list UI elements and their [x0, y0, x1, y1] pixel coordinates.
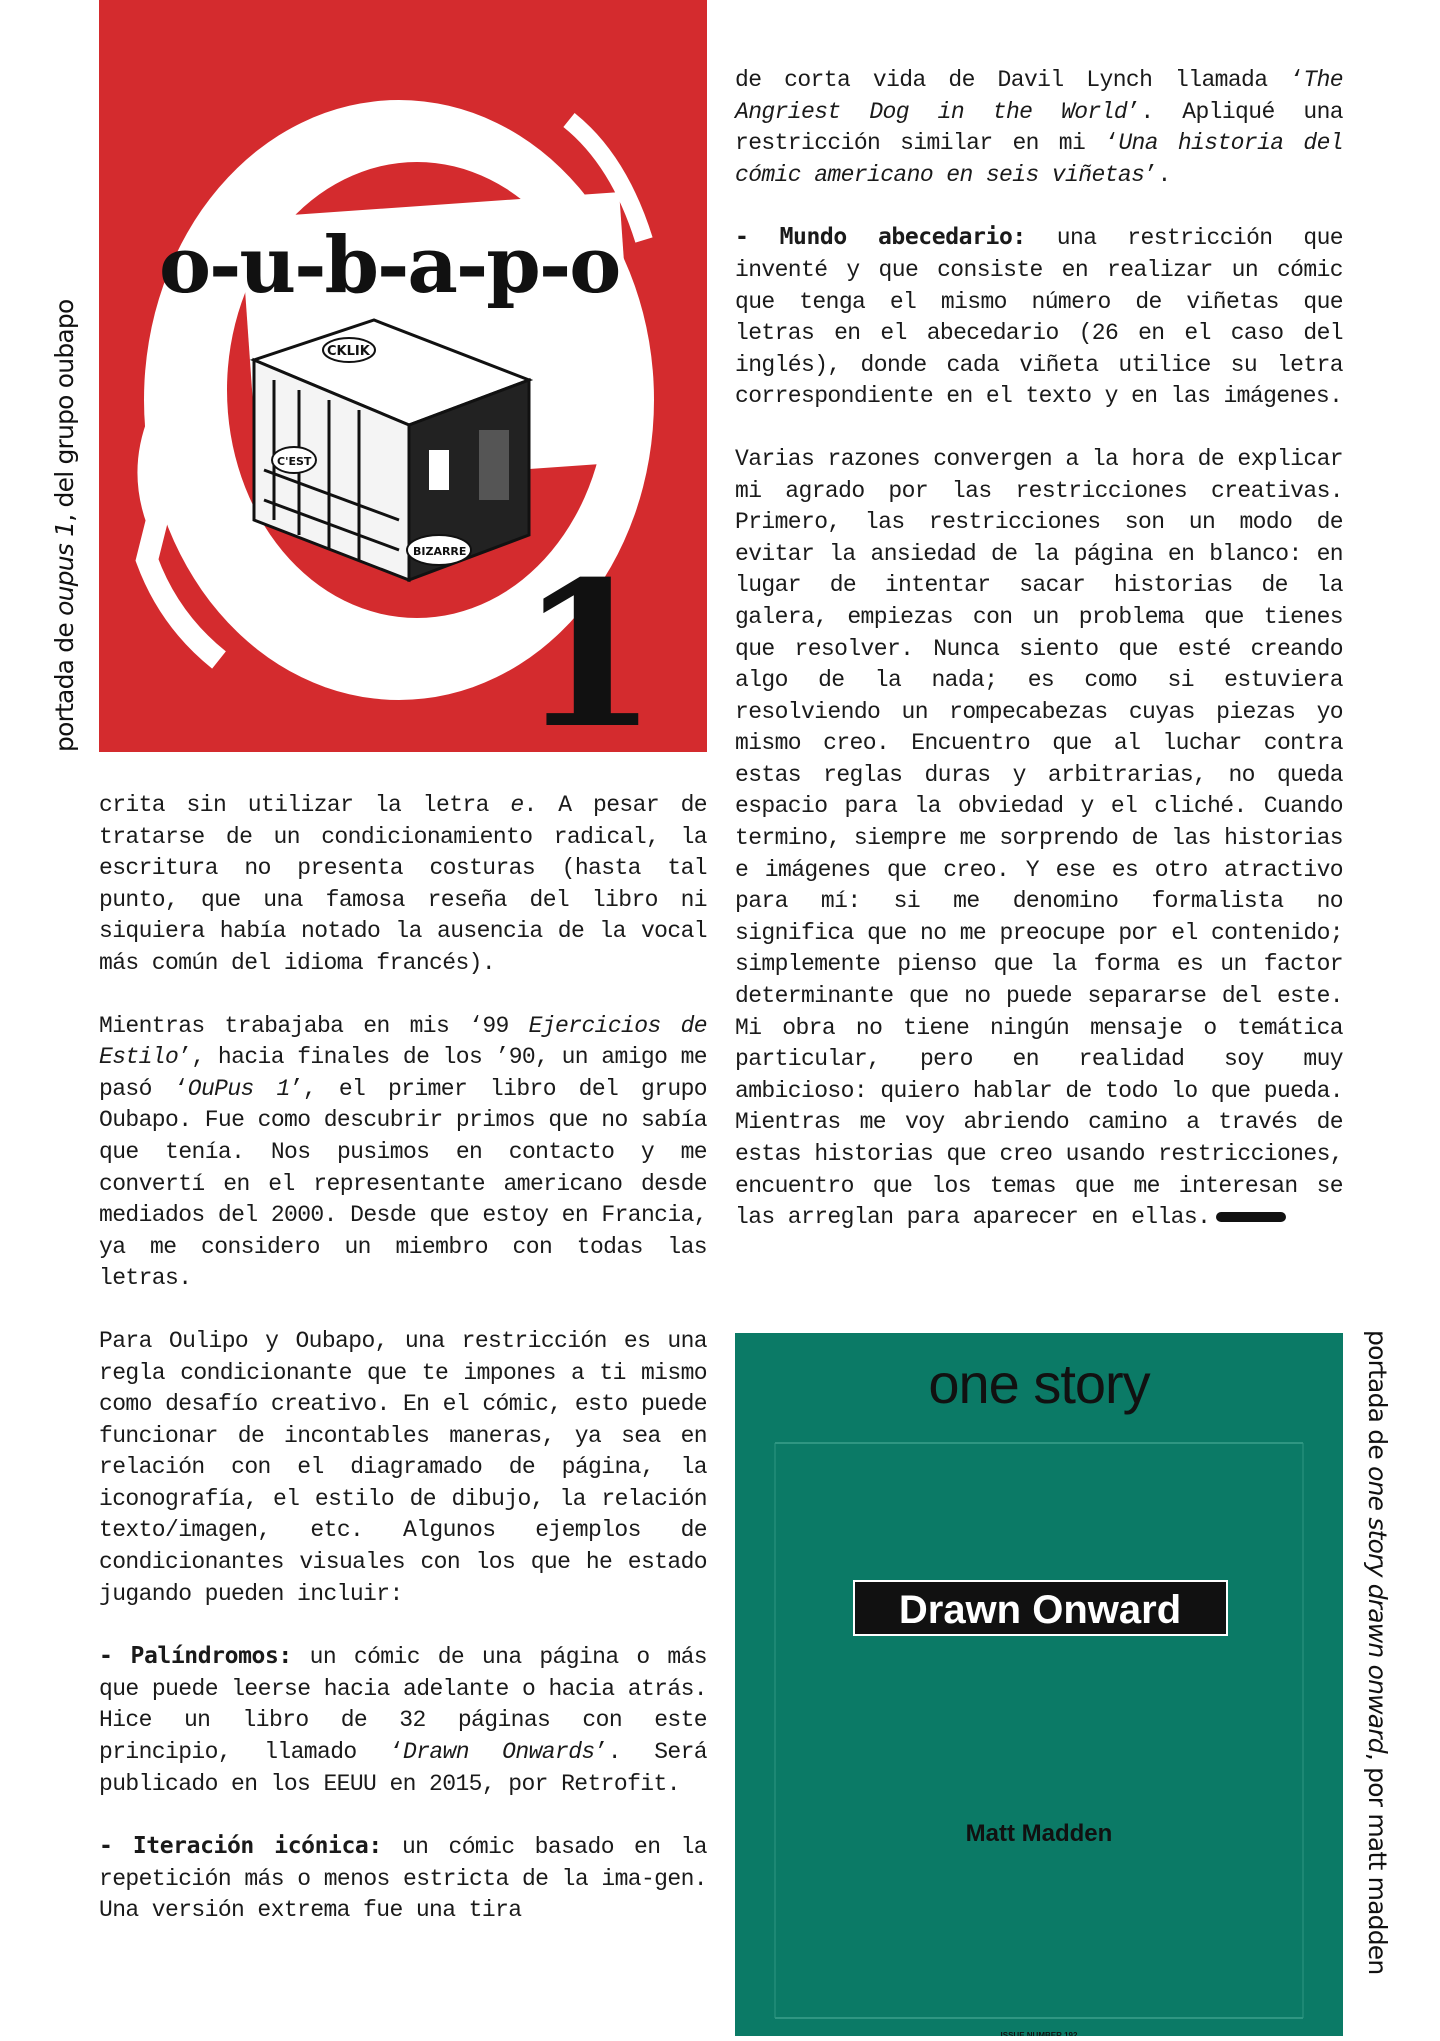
oupus-cover-image — [99, 0, 707, 752]
list-item-abecedario: - Mundo abecedario: una restricción que inventé y que consiste en realizar un cómic que tenga el mismo número de viñetas que letras en el abecedario (26 en el caso del inglés), donde cada viñeta utilice su letra correspondiente en el texto y en las imágenes. — [735, 224, 1344, 410]
issue-line: ISSUE NUMBER 192 — [1000, 2031, 1078, 2036]
sfx-click: CKLIK — [327, 344, 370, 359]
caption-text: portada de — [50, 615, 79, 752]
left-text-column — [99, 790, 707, 1927]
sfx-cest: C'EST — [277, 455, 312, 468]
author-name: Matt Madden — [965, 1820, 1113, 1847]
onestory-cover-image — [735, 1333, 1343, 2036]
end-mark-icon — [1216, 1212, 1286, 1222]
oubapo-cover-caption — [50, 300, 79, 752]
cover-number: 1 — [519, 538, 659, 752]
onestory-cover-caption — [1363, 1330, 1392, 1974]
list-item-iteracion: - Iteración icónica: un cómic basado en la repetición más o menos estricta de la ima-gen. Una versión extrema fue una tira — [99, 1833, 707, 1924]
paragraph: Para Oulipo y Oubapo, una restricción es una regla condicionante que te impones a ti mismo como desafío creativo. En el cómic, esto puede funcionar de incontables maneras, ya sea en relación con el diagramado de página, la iconografía, el estilo de dibujo, la relación texto/imagen, etc. Algunos ejemplos de condicionantes visuales con los que he estado jugando pueden incluir: — [99, 1327, 707, 1607]
paragraph: Varias razones convergen a la hora de explicar mi agrado por las restricciones creativas. Primero, las restricciones son un modo de evitar la ansiedad de la página en blanco: en lugar de intentar sacar historias de la galera, empiezas con un problema que tienes que resolver. Nunca siento que esté creando algo de la nada; es como si estuviera resolviendo un rompecabezas cuyas piezas yo mismo creo. Encuentro que al luchar contra estas reglas duras y arbitrarias, no queda espacio para la obviedad y el cliché. Cuando termino, siempre me sorprendo de las historias e imágenes que creo. Y ese es otro atractivo para mí: si me denomino formalista no significa que no me preocupe por el contenido; simplemente pienso que la forma es un factor determinante que no puede separarse del este. Mi obra no tiene ningún mensaje o temática particular, pero en realidad soy muy ambicioso: quiero hablar de todo lo que pueda. Mientras me voy abriendo camino a través de estas historias que creo usando restricciones, encuentro que los temas que me interesan se las arreglan para aparecer en ellas. — [735, 445, 1343, 1231]
paragraph: de corta vida de Davil Lynch llamada ‘The Angriest Dog in the World’. Apliqué una restricción similar en mi ‘Una historia del cómic americano en seis viñetas’. — [735, 67, 1343, 188]
sfx-bizarre: BIZARRE — [413, 545, 467, 558]
oubapo-title: o-u-b-a-p-o — [159, 220, 620, 311]
caption-title: one story drawn onward — [1363, 1466, 1392, 1753]
book-title: Drawn Onward — [898, 1588, 1182, 1632]
cover-background — [735, 1333, 1343, 2036]
magazine-title: one story — [928, 1352, 1150, 1415]
caption-text: , por matt madden — [1363, 1752, 1392, 1975]
caption-title: oupus 1 — [50, 521, 79, 616]
right-text-column — [735, 65, 1343, 1234]
paragraph: Mientras trabajaba en mis ‘99 Ejercicios de Estilo’, hacia finales de los ’90, un amigo me pasó ‘OuPus 1’, el primer libro del grupo Oubapo. Fue como descubrir primos que no sabía que tenía. Nos pusimos en contacto y me convertí en el representante americano desde mediados del 2000. Desde que estoy en Francia, ya me considero un miembro con todas las letras. — [99, 1012, 708, 1292]
caption-text: portada de — [1363, 1330, 1392, 1467]
list-item-palindromos: - Palíndromos: un cómic de una página o más que puede leerse hacia adelante o hacia atrás. Hice un libro de 32 páginas con este principio, llamado ‘Drawn Onwards’. Será publicado en los EEUU en 2015, por Retrofit. — [99, 1643, 707, 1797]
paragraph: crita sin utilizar la letra e. A pesar de tratarse de un condicionamiento radical, la escritura no presenta costuras (hasta tal punto, que una famosa reseña del libro ni siquiera había notado la ausencia de la vocal más común del idioma francés). — [99, 792, 707, 976]
caption-text: , del grupo oubapo — [50, 299, 79, 522]
